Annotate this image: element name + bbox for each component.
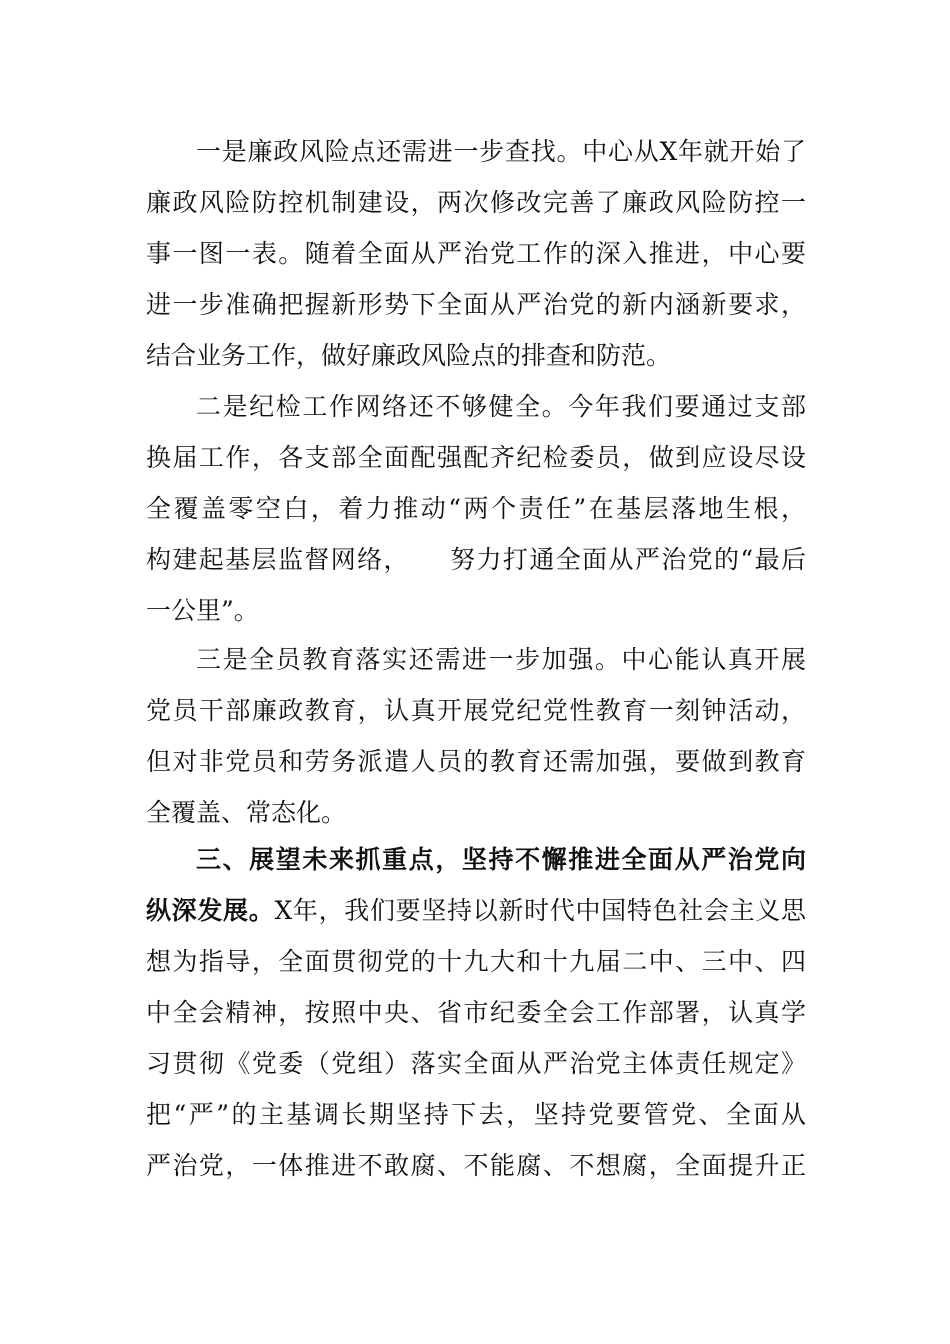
text-line	[146, 885, 806, 936]
text-line: 二是纪检工作网络还不够健全。今年我们要通过支部	[196, 392, 806, 421]
text-line: 换届工作，各支部全面配强配齐纪检委员，做到应设尽设	[146, 443, 806, 472]
paragraph-staff-education	[146, 634, 806, 838]
text-line: 一公里”。	[146, 596, 259, 625]
text-line: 全覆盖、常态化。	[146, 798, 347, 827]
text-line: 一是廉政风险点还需进一步查找。中心从X年就开始了	[196, 137, 806, 166]
text-line: 事一图一表。随着全面从严治党工作的深入推进，中心要	[146, 239, 806, 268]
text-line: 中全会精神，按照中央、省市纪委全会工作部署，认真学	[146, 998, 806, 1027]
text-line: 党员干部廉政教育，认真开展党纪党性教育一刻钟活动，	[146, 696, 806, 725]
section-heading: 三、展望未来抓重点，坚持不懈推进全面从严治党向	[196, 845, 806, 874]
text-line: 结合业务工作，做好廉政风险点的排查和防范。	[146, 341, 672, 370]
text-line: 廉政风险防控机制建设，两次修改完善了廉政风险防控一	[146, 188, 806, 217]
section-heading-continued: 纵深发展。	[146, 896, 275, 925]
paragraph-inspection-network	[146, 381, 806, 636]
text-line-rest: X年，我们要坚持以新时代中国特色社会主义思	[274, 896, 806, 925]
text-line: 把“严”的主基调长期坚持下去，坚持党要管党、全面从	[146, 1100, 806, 1129]
text-line: 进一步准确把握新形势下全面从严治党的新内涵新要求，	[146, 290, 806, 319]
text-line: 想为指导，全面贯彻党的十九大和十九届二中、三中、四	[146, 947, 806, 976]
text-line: 严治党，一体推进不敢腐、不能腐、不想腐，全面提升正	[146, 1151, 806, 1180]
text-line: 习贯彻《党委（党组）落实全面从严治党主体责任规定》	[146, 1049, 806, 1078]
text-line: 三是全员教育落实还需进一步加强。中心能认真开展	[196, 645, 806, 674]
paragraph-risk-points	[146, 126, 806, 381]
paragraph-future-outlook	[146, 834, 806, 1191]
text-line: 构建起基层监督网络， 努力打通全面从严治党的“最后	[146, 545, 806, 574]
text-line: 但对非党员和劳务派遣人员的教育还需加强，要做到教育	[146, 747, 806, 776]
text-line: 全覆盖零空白，着力推动“两个责任”在基层落地生根，	[146, 494, 806, 523]
